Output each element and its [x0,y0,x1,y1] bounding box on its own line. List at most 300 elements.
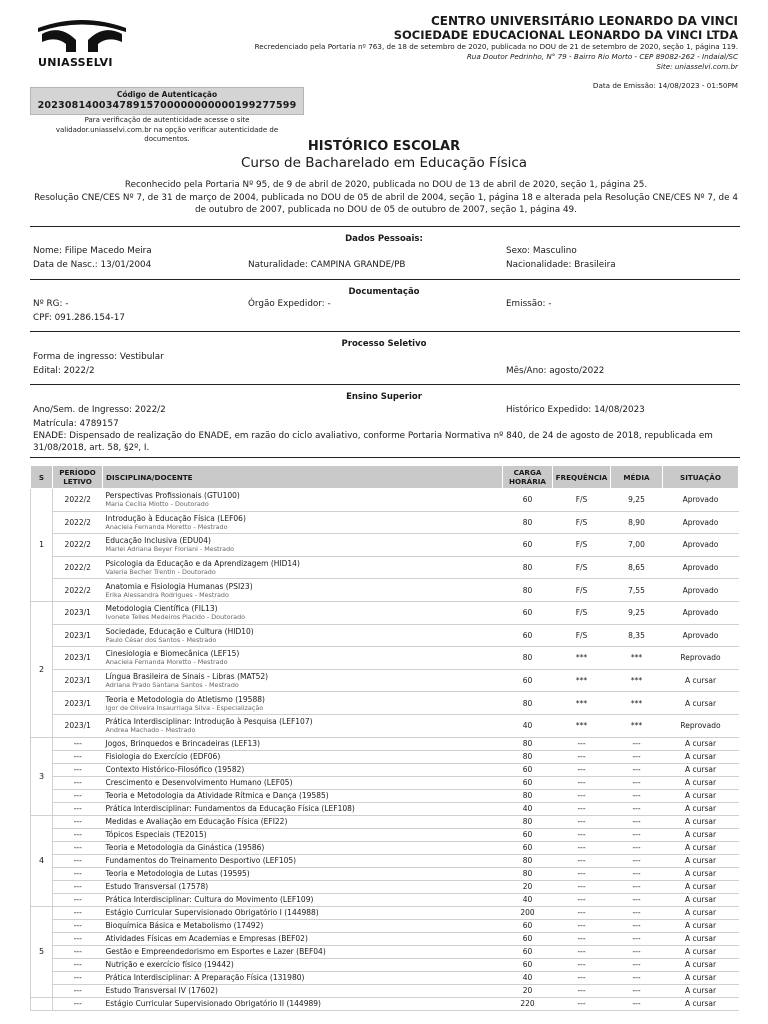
discipline-cell [103,971,503,984]
status-cell: A cursar [663,789,739,802]
period-cell: --- [53,750,103,763]
divider [30,331,740,332]
table-row [31,958,739,971]
period-cell: 2023/1 [53,692,103,715]
table-row [31,828,739,841]
workload-cell: 80 [503,854,553,867]
discipline-name: Estudo Transversal (17578) [105,882,209,892]
period-cell: --- [53,763,103,776]
field-issue-date: Emissão: - [506,299,552,309]
field-history-issued: Histórico Expedido: 14/08/2023 [506,405,645,415]
grade-cell: --- [611,997,663,1010]
grade-cell: 7,00 [611,534,663,557]
field-sex: Sexo: Masculino [506,246,577,256]
divider [30,457,740,458]
period-cell: --- [53,984,103,997]
status-cell: A cursar [663,906,739,919]
table-row [31,776,739,789]
status-cell: A cursar [663,893,739,906]
workload-cell: 60 [503,489,553,512]
status-cell: Aprovado [663,624,739,647]
col-header-status: SITUAÇÃO [663,466,739,489]
frequency-cell: *** [553,692,611,715]
divider [30,226,740,227]
discipline-name: Perspectivas Profissionais (GTU100) [105,491,240,501]
grade-cell: --- [611,958,663,971]
status-cell: A cursar [663,919,739,932]
workload-cell: 20 [503,880,553,893]
document-title: HISTÓRICO ESCOLAR [307,139,461,154]
table-row [31,880,739,893]
discipline-cell [103,880,503,893]
table-header-row [31,466,739,489]
teacher-name: Ivonete Telles Medeiros Placido - Doutorado [105,613,246,622]
discipline-cell [103,932,503,945]
frequency-cell: --- [553,945,611,958]
table-row [31,692,739,715]
grade-cell: --- [611,932,663,945]
workload-cell: 60 [503,669,553,692]
col-header-period: PERÍODO LETIVO [53,466,103,489]
table-row [31,750,739,763]
discipline-cell [103,789,503,802]
frequency-cell: --- [553,958,611,971]
discipline-cell [103,534,503,557]
grade-cell: 8,65 [611,556,663,579]
workload-cell: 60 [503,776,553,789]
discipline-name: Estágio Curricular Supervisionado Obrigatório II (144989) [105,999,321,1009]
discipline-cell [103,841,503,854]
status-cell: A cursar [663,750,739,763]
table-row [31,624,739,647]
teacher-name: Adriana Prado Santana Santos - Mestrado [105,681,239,690]
discipline-cell [103,624,503,647]
grade-cell: --- [611,854,663,867]
discipline-name: Fundamentos do Treinamento Desportivo (LEF105) [105,856,297,866]
workload-cell: 60 [503,763,553,776]
status-cell: A cursar [663,763,739,776]
field-birthplace: Naturalidade: CAMPINA GRANDE/PB [248,260,406,270]
grade-cell: *** [611,692,663,715]
discipline-name: Anatomia e Fisiologia Humanas (PSI23) [105,581,253,591]
recredenciado-text: Recredenciado pela Portaria nº 763, de 18 de setembro de 2020, publicada no DOU de 21 de setembro de 2020, seção 1, página 119. [254,42,738,51]
discipline-cell [103,556,503,579]
status-cell: Reprovado [663,647,739,670]
semester-cell: 5 [31,906,53,997]
frequency-cell: F/S [553,534,611,557]
site-text: Site: uniasselvi.com.br [656,62,738,71]
period-cell: 2022/2 [53,489,103,512]
field-cpf: CPF: 091.286.154-17 [33,313,125,323]
period-cell: --- [53,867,103,880]
grade-cell: --- [611,776,663,789]
frequency-cell: --- [553,893,611,906]
grade-cell: --- [611,841,663,854]
frequency-cell: --- [553,971,611,984]
discipline-name: Crescimento e Desenvolvimento Humano (LEF05) [105,778,293,788]
table-row [31,945,739,958]
frequency-cell: --- [553,984,611,997]
teacher-name: Andrea Machado - Mestrado [105,726,196,735]
field-registration: Matrícula: 4789157 [33,419,119,429]
discipline-cell [103,828,503,841]
auth-code: 20230814003478915700000000000199277599 [37,100,297,111]
grade-cell: --- [611,828,663,841]
table-row [31,534,739,557]
discipline-cell [103,714,503,737]
period-cell: --- [53,906,103,919]
discipline-name: Prática Interdisciplinar: Introdução à Pesquisa (LEF107) [105,717,313,727]
workload-cell: 60 [503,919,553,932]
table-row [31,556,739,579]
frequency-cell: F/S [553,601,611,624]
table-row [31,984,739,997]
table-row [31,601,739,624]
field-nationality: Nacionalidade: Brasileira [506,260,616,270]
frequency-cell: F/S [553,624,611,647]
frequency-cell: --- [553,789,611,802]
status-cell: Aprovado [663,579,739,602]
grade-cell: --- [611,802,663,815]
grades-table [30,465,739,1011]
discipline-name: Sociedade, Educação e Cultura (HID10) [105,626,254,636]
auth-code-box [30,87,304,115]
discipline-cell [103,579,503,602]
discipline-cell [103,750,503,763]
discipline-name: Prática Interdisciplinar: A Preparação Física (131980) [105,973,305,983]
frequency-cell: --- [553,867,611,880]
discipline-name: Tópicos Especiais (TE2015) [105,830,207,840]
period-cell: --- [53,945,103,958]
status-cell: Reprovado [663,714,739,737]
table-row [31,932,739,945]
field-rg: Nº RG: - [33,299,69,309]
table-row [31,854,739,867]
teacher-name: Marlei Adriana Beyer Floriani - Mestrado [105,545,235,554]
table-row [31,893,739,906]
grade-cell: --- [611,906,663,919]
grade-cell: --- [611,880,663,893]
workload-cell: 40 [503,802,553,815]
table-row [31,802,739,815]
auth-note-line: documentos. [144,135,190,143]
status-cell: A cursar [663,802,739,815]
grade-cell: --- [611,867,663,880]
col-header-grade: MÉDIA [611,466,663,489]
frequency-cell: --- [553,997,611,1010]
workload-cell: 80 [503,692,553,715]
workload-cell: 80 [503,556,553,579]
discipline-cell [103,893,503,906]
discipline-name: Introdução à Educação Física (LEF06) [105,513,246,523]
grade-cell: --- [611,984,663,997]
emission-date: Data de Emissão: 14/08/2023 - 01:50PM [592,81,738,90]
frequency-cell: --- [553,828,611,841]
table-row [31,789,739,802]
teacher-name: Maria Cecília Miotto - Doutorado [105,500,209,509]
discipline-name: Educação Inclusiva (EDU04) [105,536,211,546]
workload-cell: 40 [503,893,553,906]
period-cell: --- [53,932,103,945]
period-cell: --- [53,815,103,828]
discipline-cell [103,776,503,789]
workload-cell: 200 [503,906,553,919]
course-name: Curso de Bacharelado em Educação Física [240,155,528,171]
workload-cell: 80 [503,511,553,534]
workload-cell: 60 [503,932,553,945]
table-row [31,489,739,512]
semester-cell: 3 [31,737,53,815]
frequency-cell: --- [553,919,611,932]
period-cell: --- [53,958,103,971]
workload-cell: 60 [503,958,553,971]
col-header-semester: S [31,466,53,489]
period-cell: --- [53,776,103,789]
status-cell: A cursar [663,669,739,692]
workload-cell: 60 [503,601,553,624]
discipline-name: Fisiologia do Exercício (EDF06) [105,752,221,762]
workload-cell: 80 [503,579,553,602]
workload-cell: 80 [503,647,553,670]
status-cell: Aprovado [663,534,739,557]
period-cell: 2022/2 [53,534,103,557]
field-edital: Edital: 2022/2 [33,366,95,376]
table-row [31,669,739,692]
workload-cell: 60 [503,828,553,841]
grade-cell: --- [611,763,663,776]
discipline-name: Atividades Físicas em Academias e Empresas (BEF02) [105,934,308,944]
col-header-discipline: DISCIPLINA/DOCENTE [103,466,503,489]
discipline-name: Prática Interdisciplinar: Cultura do Movimento (LEF109) [105,895,314,905]
discipline-cell [103,919,503,932]
status-cell: A cursar [663,692,739,715]
workload-cell: 60 [503,624,553,647]
status-cell: Aprovado [663,511,739,534]
status-cell: A cursar [663,737,739,750]
discipline-cell [103,737,503,750]
discipline-cell [103,906,503,919]
discipline-cell [103,692,503,715]
period-cell: 2023/1 [53,624,103,647]
discipline-name: Prática Interdisciplinar: Fundamentos da Educação Física (LEF108) [105,804,355,814]
teacher-name: Paulo César dos Santos - Mestrado [105,635,217,644]
period-cell: --- [53,854,103,867]
col-header-frequency: FREQUÊNCIA [553,466,611,489]
grade-cell: 9,25 [611,489,663,512]
table-row [31,906,739,919]
discipline-cell [103,802,503,815]
discipline-cell [103,763,503,776]
period-cell: --- [53,997,103,1010]
discipline-name: Bioquímica Básica e Metabolismo (17492) [105,921,264,931]
status-cell: A cursar [663,997,739,1010]
grade-cell: 8,90 [611,511,663,534]
frequency-cell: --- [553,841,611,854]
frequency-cell: F/S [553,579,611,602]
institution-header [178,14,738,72]
discipline-cell [103,601,503,624]
teacher-name: Erika Alessandra Rodrigues - Mestrado [105,590,229,599]
grade-cell: --- [611,971,663,984]
workload-cell: 60 [503,945,553,958]
recognition-text: Reconhecido pela Portaria Nº 95, de 9 de abril de 2020, publicada no DOU de 13 de abril de 2020, seção 1, página 25. [124,180,648,190]
workload-cell: 40 [503,714,553,737]
section-heading-personal: Dados Pessoais: [345,234,423,244]
status-cell: A cursar [663,828,739,841]
table-row [31,647,739,670]
status-cell: A cursar [663,880,739,893]
discipline-name: Língua Brasileira de Sinais - Libras (MAT52) [105,672,269,682]
frequency-cell: F/S [553,556,611,579]
grade-cell: *** [611,647,663,670]
workload-cell: 60 [503,534,553,557]
table-row [31,815,739,828]
status-cell: Aprovado [663,489,739,512]
grade-cell: --- [611,750,663,763]
institution-name: CENTRO UNIVERSITÁRIO LEONARDO DA VINCI [430,14,738,28]
period-cell: 2023/1 [53,647,103,670]
period-cell: --- [53,893,103,906]
workload-cell: 80 [503,737,553,750]
grade-cell: --- [611,945,663,958]
semester-cell: 4 [31,815,53,906]
status-cell: A cursar [663,958,739,971]
discipline-name: Metodologia Científica (FIL13) [105,604,218,614]
grade-cell: *** [611,669,663,692]
table-row [31,737,739,750]
frequency-cell: --- [553,802,611,815]
discipline-cell [103,854,503,867]
teacher-name: Igor de Oliveira Insaurriaga Silva - Especialização [105,703,264,712]
table-row [31,867,739,880]
discipline-name: Estágio Curricular Supervisionado Obrigatório I (144988) [105,908,319,918]
discipline-cell [103,867,503,880]
frequency-cell: --- [553,906,611,919]
table-row [31,841,739,854]
status-cell: A cursar [663,971,739,984]
section-heading-documents: Documentação [348,287,420,297]
grades-table-body [31,489,739,1011]
period-cell: 2023/1 [53,669,103,692]
field-name: Nome: Filipe Macedo Meira [33,246,152,256]
frequency-cell: *** [553,669,611,692]
frequency-cell: --- [553,737,611,750]
period-cell: --- [53,971,103,984]
discipline-name: Estudo Transversal IV (17602) [105,986,218,996]
section-heading-higher-ed: Ensino Superior [346,392,422,402]
frequency-cell: --- [553,750,611,763]
period-cell: --- [53,919,103,932]
semester-cell: 1 [31,489,53,602]
frequency-cell: *** [553,714,611,737]
workload-cell: 40 [503,971,553,984]
frequency-cell: F/S [553,511,611,534]
discipline-cell [103,669,503,692]
discipline-name: Teoria e Metodologia de Lutas (19595) [105,869,250,879]
discipline-name: Contexto Histórico-Filosófico (19582) [105,765,245,775]
status-cell: A cursar [663,854,739,867]
discipline-name: Gestão e Empreendedorismo em Esportes e Lazer (BEF04) [105,947,326,957]
institution-company: SOCIEDADE EDUCACIONAL LEONARDO DA VINCI LTDA [393,28,738,42]
status-cell: Aprovado [663,556,739,579]
grade-cell: --- [611,815,663,828]
teacher-name: Valeria Becher Trentin - Doutorado [105,568,216,577]
col-header-workload: CARGA HORÁRIA [503,466,553,489]
status-cell: A cursar [663,815,739,828]
period-cell: --- [53,789,103,802]
workload-cell: 80 [503,867,553,880]
frequency-cell: --- [553,763,611,776]
discipline-name: Psicologia da Educação e da Aprendizagem (HID14) [105,559,300,569]
status-cell: A cursar [663,984,739,997]
semester-cell: 2 [31,601,53,737]
period-cell: --- [53,880,103,893]
section-heading-selection: Processo Seletivo [341,339,427,349]
status-cell: Aprovado [663,601,739,624]
grade-cell: --- [611,789,663,802]
workload-cell: 20 [503,984,553,997]
grade-cell: 7,55 [611,579,663,602]
frequency-cell: --- [553,880,611,893]
grade-cell: --- [611,919,663,932]
teacher-name: Anacleia Fernanda Moretto - Mestrado [105,658,228,667]
workload-cell: 60 [503,841,553,854]
status-cell: A cursar [663,932,739,945]
period-cell: 2023/1 [53,714,103,737]
frequency-cell: *** [553,647,611,670]
divider [30,279,740,280]
discipline-cell [103,511,503,534]
logo-text: UNIASSELVI [38,56,113,69]
table-row [31,763,739,776]
status-cell: A cursar [663,867,739,880]
discipline-name: Teoria e Metodologia da Atividade Rítmica e Dança (19585) [105,791,329,801]
discipline-name: Teoria e Metodologia da Ginástica (19586) [105,843,265,853]
discipline-cell [103,945,503,958]
discipline-cell [103,815,503,828]
table-row [31,511,739,534]
discipline-cell [103,984,503,997]
period-cell: 2022/2 [53,579,103,602]
auth-code-title: Código de Autenticação [116,90,218,99]
grade-cell: --- [611,893,663,906]
table-row [31,714,739,737]
frequency-cell: F/S [553,489,611,512]
discipline-name: Medidas e Avaliação em Educação Física (EFI22) [105,817,288,827]
period-cell: --- [53,828,103,841]
table-row [31,919,739,932]
teacher-name: Anacleia Fernanda Moretto - Mestrado [105,522,228,531]
period-cell: 2022/2 [53,511,103,534]
frequency-cell: --- [553,854,611,867]
field-month-year: Mês/Ano: agosto/2022 [506,366,605,376]
field-enade: ENADE: Dispensado de realização do ENADE, em razão do ciclo avaliativo, conforme Portaria Normativa nº 840, de 24 de agosto de 2018, republicada em 31/08/2018, art. 58, §2º, I. [33,431,713,453]
period-cell: 2022/2 [53,556,103,579]
frequency-cell: --- [553,932,611,945]
auth-note-line: validador.uniasselvi.com.br na opção verificar autenticidade de [55,125,279,134]
discipline-cell [103,647,503,670]
table-row [31,971,739,984]
status-cell: A cursar [663,776,739,789]
discipline-cell [103,489,503,512]
discipline-cell [103,997,503,1010]
workload-cell: 220 [503,997,553,1010]
discipline-name: Nutrição e exercício físico (19442) [105,960,234,970]
divider [30,384,740,385]
frequency-cell: --- [553,776,611,789]
discipline-cell [103,958,503,971]
grade-cell: *** [611,714,663,737]
